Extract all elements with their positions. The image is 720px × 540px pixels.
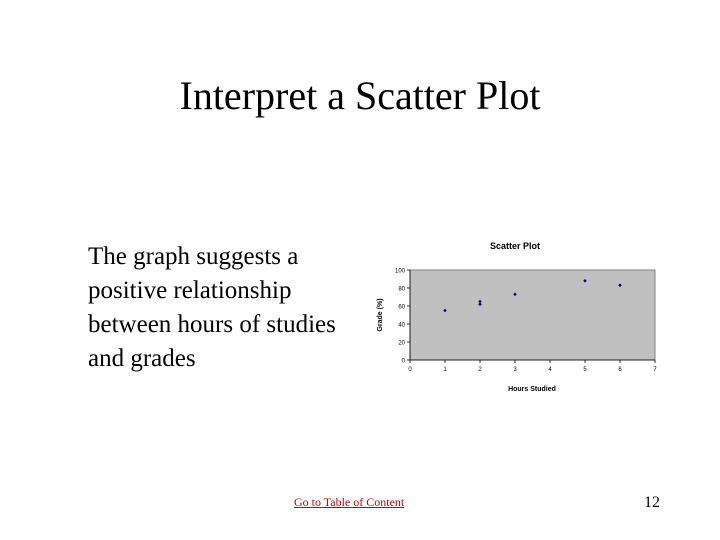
y-tick-label: 0 <box>401 358 405 365</box>
y-tick-label: 40 <box>398 322 405 329</box>
x-tick-label: 6 <box>618 367 622 373</box>
x-axis-label: Hours Studied <box>508 386 556 393</box>
x-tick-label: 7 <box>653 367 657 373</box>
y-tick-label: 100 <box>394 268 405 275</box>
chart-title: Scatter Plot <box>489 241 541 251</box>
y-axis <box>395 269 410 365</box>
slide-body-text: The graph suggests a positive relationship between hours of studies and grades <box>88 243 336 372</box>
scatter-chart <box>358 234 668 400</box>
table-of-content-link[interactable]: Go to Table of Content <box>294 495 405 509</box>
x-tick-label: 5 <box>583 367 587 373</box>
x-tick-label: 3 <box>513 367 517 373</box>
y-axis-label: Grade (%) <box>377 298 384 332</box>
y-tick-label: 60 <box>398 304 405 311</box>
page-number: 12 <box>644 494 660 511</box>
slide-title: Interpret a Scatter Plot <box>179 73 541 118</box>
y-tick-label: 20 <box>398 340 405 347</box>
x-tick-label: 4 <box>548 367 552 373</box>
x-axis <box>408 360 657 373</box>
y-tick-label: 80 <box>398 286 405 293</box>
x-tick-label: 0 <box>408 367 412 373</box>
scatter-chart-svg <box>358 234 668 400</box>
plot-area <box>410 270 655 360</box>
x-tick-label: 1 <box>443 367 447 373</box>
x-tick-label: 2 <box>478 367 482 373</box>
